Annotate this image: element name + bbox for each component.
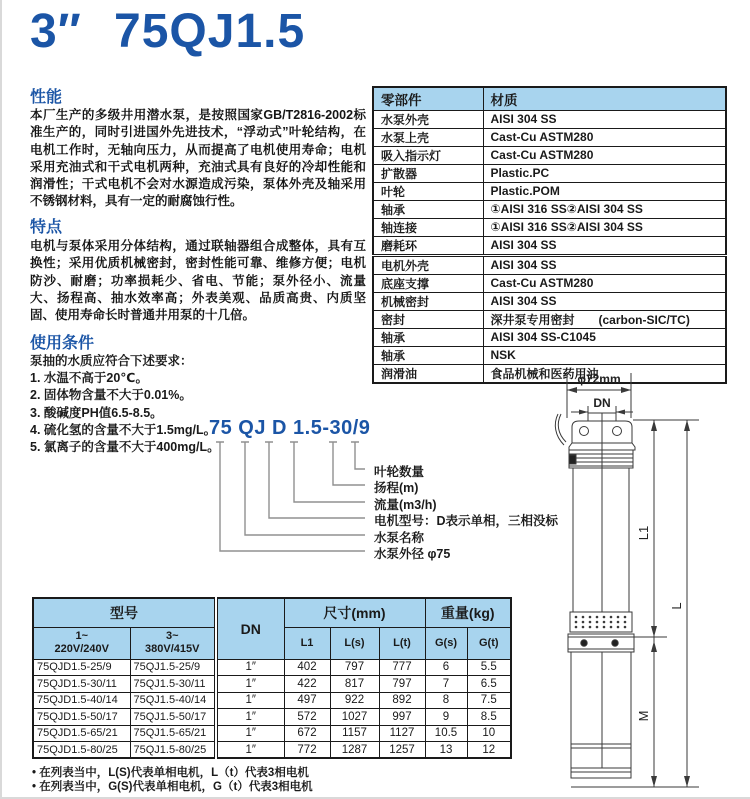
part-cell: 轴承: [373, 328, 483, 346]
gs-cell: 7: [425, 676, 467, 693]
model-single-cell: 75QJD1.5-25/9: [33, 659, 130, 676]
materials-table: [372, 86, 727, 384]
gs-cell: 13: [425, 742, 467, 759]
table-row: [373, 274, 726, 292]
arrowhead: [579, 410, 588, 415]
material-cell: Cast-Cu ASTM280: [483, 146, 726, 164]
gt-cell: 5.5: [467, 659, 511, 676]
lifting-eye: [613, 427, 622, 436]
gs-cell: 6: [425, 659, 467, 676]
code-label-head: 扬程(m): [374, 481, 419, 495]
phase-label: 1~: [75, 630, 89, 642]
part-cell: 机械密封: [373, 292, 483, 310]
part-cell: 叶轮: [373, 182, 483, 200]
model-single-cell: 75QJD1.5-40/14: [33, 692, 130, 709]
spec-group-header-row: [33, 598, 511, 627]
material-cell: AISI 304 SS: [483, 255, 726, 274]
dn-dim-label: DN: [593, 396, 611, 410]
material-cell: AISI 304 SS-C1045: [483, 328, 726, 346]
arrowhead: [651, 776, 657, 787]
spec-row: [33, 659, 511, 676]
part-cell: 轴承: [373, 346, 483, 364]
model-code: 75 QJ D 1.5-30/9: [209, 417, 371, 439]
material-cell: ①AISI 316 SS②AISI 304 SS: [483, 200, 726, 218]
dn-cell: 1″: [216, 742, 284, 759]
col-header-three-phase: [130, 627, 216, 659]
conditions-intro: 泵抽的水质应符合下述要求：: [30, 354, 193, 368]
material-cell: Cast-Cu ASTM280: [483, 274, 726, 292]
part-cell: 电机外壳: [373, 255, 483, 274]
l1-cell: 672: [284, 725, 330, 742]
strainer-holes: [575, 616, 627, 629]
dn-cell: 1″: [216, 692, 284, 709]
col-header-part: 零部件: [373, 87, 483, 110]
part-cell: 密封: [373, 310, 483, 328]
table-row: [373, 164, 726, 182]
col-header-model: 型号: [33, 598, 216, 627]
bolt: [612, 640, 618, 646]
spec-row: [33, 725, 511, 742]
table-row: [373, 328, 726, 346]
gt-cell: 12: [467, 742, 511, 759]
col-header-l1: L1: [284, 627, 330, 659]
arrowhead: [684, 420, 690, 431]
material-cell: Cast-Cu ASTM280: [483, 128, 726, 146]
footnote-l: • 在列表当中，L(S)代表单相电机，L（t）代表3相电机: [32, 767, 309, 779]
material-cell: 食品机械和医药用油: [483, 364, 726, 383]
condition-item: 2. 固体物含量不大于0.01%。: [30, 388, 192, 403]
footnote-g: • 在列表当中，G(S)代表单相电机，G（t）代表3相电机: [32, 781, 313, 793]
dn-cell: 1″: [216, 709, 284, 726]
l1-cell: 422: [284, 676, 330, 693]
table-row: [373, 110, 726, 128]
gs-cell: 8: [425, 692, 467, 709]
model-three-cell: 75QJ1.5-80/25: [130, 742, 216, 759]
col-header-dn: DN: [216, 598, 284, 659]
section-heading-conditions: 使用条件: [30, 335, 95, 352]
l1-cell: 497: [284, 692, 330, 709]
spec-table: [32, 597, 512, 759]
code-label-flow: 流量(m3/h): [374, 498, 437, 512]
l1-cell: 772: [284, 742, 330, 759]
material-cell: Plastic.PC: [483, 164, 726, 182]
part-cell: 轴承: [373, 200, 483, 218]
col-header-material: 材质: [483, 87, 726, 110]
table-row: [373, 146, 726, 164]
table-row: [373, 200, 726, 218]
pump-body: [573, 468, 629, 612]
model-three-cell: 75QJ1.5-50/17: [130, 709, 216, 726]
table-row: [373, 310, 726, 328]
part-cell: 底座支撑: [373, 274, 483, 292]
table-row: [373, 292, 726, 310]
table-row-motor-section: [373, 255, 726, 274]
section-heading-features: 特点: [30, 219, 63, 236]
part-cell: 扩散器: [373, 164, 483, 182]
lt-cell: 997: [379, 709, 425, 726]
ls-cell: 922: [330, 692, 379, 709]
condition-item: 4. 硫化氢的含量不大于1.5mg/L。: [30, 422, 217, 437]
model-three-cell: 75QJ1.5-65/21: [130, 725, 216, 742]
motor-body: [571, 652, 631, 768]
suction-strainer: [570, 612, 632, 632]
part-cell: 水泵上壳: [373, 128, 483, 146]
material-cell: AISI 304 SS: [483, 236, 726, 255]
part-cell: 吸入指示灯: [373, 146, 483, 164]
lt-cell: 777: [379, 659, 425, 676]
material-cell: NSK: [483, 346, 726, 364]
arrowhead: [684, 776, 690, 787]
material-cell: 深井泵专用密封 (carbon-SIC/TC): [483, 310, 726, 328]
gt-cell: 7.5: [467, 692, 511, 709]
condition-item: 5. 氯离子的含量不大于400mg/L。: [30, 440, 220, 455]
ls-cell: 1027: [330, 709, 379, 726]
cable-line: [558, 414, 566, 442]
material-cell: ①AISI 316 SS②AISI 304 SS: [483, 218, 726, 236]
material-cell: Plastic.POM: [483, 182, 726, 200]
code-label-pump-name: 水泵名称: [374, 531, 425, 545]
col-header-weight: 重量(kg): [425, 598, 511, 627]
spec-row: [33, 692, 511, 709]
model-single-cell: 75QJD1.5-80/25: [33, 742, 130, 759]
voltage-label: 220V/240V: [54, 643, 109, 655]
ls-cell: 1287: [330, 742, 379, 759]
l1-dim-label: L1: [636, 525, 651, 541]
lt-cell: 1257: [379, 742, 425, 759]
code-label-motor-type: 电机型号：D表示单相，三相没标: [374, 514, 559, 528]
cable-guard: [569, 455, 576, 464]
part-cell: 水泵外壳: [373, 110, 483, 128]
cable-line: [555, 414, 564, 445]
model-three-cell: 75QJ1.5-40/14: [130, 692, 216, 709]
section-heading-performance: 性能: [30, 89, 63, 106]
model-three-cell: 75QJ1.5-30/11: [130, 676, 216, 693]
col-header-ls: L(s): [330, 627, 379, 659]
voltage-label: 380V/415V: [145, 643, 200, 655]
model-three-cell: 75QJ1.5-25/9: [130, 659, 216, 676]
model-single-cell: 75QJD1.5-65/21: [33, 725, 130, 742]
col-header-gt: G(t): [467, 627, 511, 659]
code-label-impellers: 叶轮数量: [374, 465, 425, 479]
gt-cell: 6.5: [467, 676, 511, 693]
spec-row: [33, 742, 511, 759]
col-header-single-phase: [33, 627, 130, 659]
gs-cell: 9: [425, 709, 467, 726]
l1-cell: 572: [284, 709, 330, 726]
material-cell: AISI 304 SS: [483, 110, 726, 128]
l-dim-label: L: [669, 602, 684, 610]
dn-cell: 1″: [216, 725, 284, 742]
table-row: [373, 346, 726, 364]
spec-row: [33, 709, 511, 726]
gt-cell: 10: [467, 725, 511, 742]
m-dim-label: M: [636, 710, 651, 722]
model-single-cell: 75QJD1.5-30/11: [33, 676, 130, 693]
arrowhead: [567, 387, 577, 393]
model-single-cell: 75QJD1.5-50/17: [33, 709, 130, 726]
pump-dimension-drawing: [547, 368, 747, 796]
motor-bottom-cap: [571, 768, 631, 778]
arrowhead: [651, 626, 657, 637]
part-cell: 润滑油: [373, 364, 483, 383]
lt-cell: 797: [379, 676, 425, 693]
spec-row: [33, 676, 511, 693]
gs-cell: 10.5: [425, 725, 467, 742]
page-title: 3″ 75QJ1.5: [30, 5, 306, 58]
ribbed-section: [569, 450, 633, 468]
bolt: [581, 640, 587, 646]
lt-cell: 892: [379, 692, 425, 709]
col-header-lt: L(t): [379, 627, 425, 659]
gt-cell: 8.5: [467, 709, 511, 726]
features-paragraph: 电机与泵体采用分体结构，通过联轴器组合成整体，具有互换性；采用优质机械密封，密封性能可靠、维修方便；电机防沙、耐磨；功率损耗少、省电、节能；泵外径小、流量大、扬程高、抽水效率高；外表美观、品质高贵、内质坚固、使用寿命长时普通井用泵的十几倍。: [30, 239, 366, 323]
ls-cell: 817: [330, 676, 379, 693]
table-row: [373, 182, 726, 200]
performance-paragraph: 本厂生产的多级井用潜水泵，是按照国家GB/T2816-2002标准生产的，同时引进国外先进技术，“浮动式”叶轮结构，在电机工作时，无轴向压力，从而提高了电机使用寿命；电机采用充油式和干式电机两种，充油式具有良好的冷却性能和润滑性；干式电机不会对水源造成污染，泵体外壳及轴采用不锈钢材料，具有一定的耐腐蚀行性。: [30, 108, 366, 209]
dn-cell: 1″: [216, 676, 284, 693]
arrowhead: [651, 641, 657, 652]
l1-cell: 402: [284, 659, 330, 676]
code-label-outer-diameter: 水泵外径 φ75: [374, 547, 451, 561]
ls-cell: 797: [330, 659, 379, 676]
table-row: [373, 218, 726, 236]
ls-cell: 1157: [330, 725, 379, 742]
table-row: [373, 236, 726, 255]
arrowhead: [616, 410, 625, 415]
part-cell: 轴连接: [373, 218, 483, 236]
table-header-row: [373, 87, 726, 110]
arrowhead: [621, 387, 631, 393]
diameter-dim-label: φ72mm: [577, 372, 621, 386]
col-header-gs: G(s): [425, 627, 467, 659]
phase-label: 3~: [165, 630, 179, 642]
dn-cell: 1″: [216, 659, 284, 676]
lifting-eye: [580, 427, 589, 436]
conditions-list: [30, 353, 220, 456]
col-header-size: 尺寸(mm): [284, 598, 425, 627]
part-cell: 磨耗环: [373, 236, 483, 255]
lt-cell: 1127: [379, 725, 425, 742]
arrowhead: [651, 420, 657, 431]
table-row: [373, 128, 726, 146]
condition-item: 3. 酸碱度PH值6.5-8.5。: [30, 405, 163, 420]
material-cell: AISI 304 SS: [483, 292, 726, 310]
condition-item: 1. 水温不高于20℃。: [30, 371, 148, 386]
